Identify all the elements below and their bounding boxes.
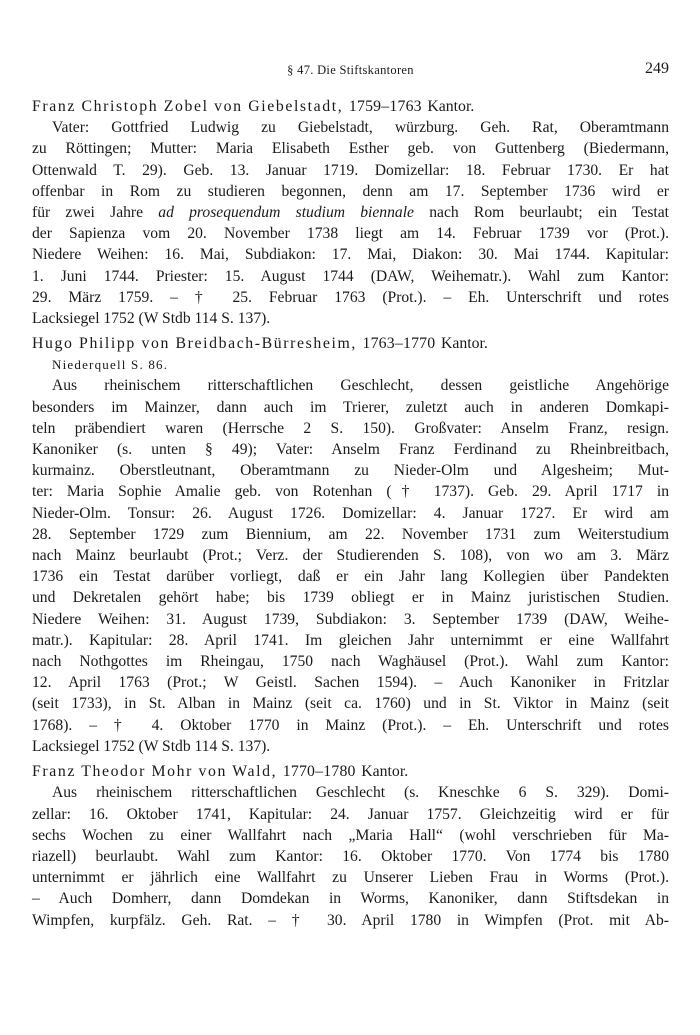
text-line: teln präbendiert waren (Herrsche 2 S. 150). Großvater: Anselm Franz, resign. [32,419,669,437]
text-line: nach Nothgottes im Rheingau, 1750 nach Waghäusel (Prot.). Wahl zum Kantor: [32,653,669,671]
text-line: nach Mainz beurlaubt (Prot.; Verz. der Studierenden S. 108), von wo am 3. März [32,547,669,565]
text-line: 1. Juni 1744. Priester: 15. August 1744 (DAW, Weihematr.). Wahl zum Kantor: [32,267,669,285]
text-line: Lacksiegel 1752 (W Stdb 114 S. 137). [32,737,271,755]
entry-years: 1770–1780 [282,763,356,781]
entry-role: Kantor. [361,763,409,781]
entry-reference: Niederquell S. 86. [52,357,169,373]
text-line: offenbar in Rom zu studieren begonnen, denn am 17. September 1736 wird er [32,182,669,200]
running-title: § 47. Die Stiftskantoren [287,63,414,77]
text-line: unternimmt er jährlich eine Wallfahrt zu Unserer Lieben Frau in Worms (Prot.). [32,869,669,887]
text-line: – Auch Domherr, dann Domdekan in Worms, Kanoniker, dann Stiftsdekan in [32,890,669,908]
text-line: 12. April 1763 (Prot.; W Geistl. Sachen 1594). – Auch Kanoniker in Fritzlar [32,674,669,692]
entry-heading [32,333,669,354]
text-line: zellar: 16. Oktober 1741, Kapitular: 24. Januar 1757. Gleichzeitig wird er für [32,805,669,823]
text-line: riazell) beurlaubt. Wahl zum Kantor: 16. Oktober 1770. Von 1774 bis 1780 [32,847,669,865]
text-line: 1768). – † 4. Oktober 1770 in Mainz (Prot.). – Eh. Unterschrift und rotes [32,716,669,734]
running-head [32,62,669,80]
text-line: Kanoniker (s. unten § 49); Vater: Anselm Franz Ferdinand zu Rheinbreitbach, [32,441,669,459]
text-line: Vater: Gottfried Ludwig zu Giebelstadt, würzburg. Geh. Rat, Oberamtmann [52,119,669,137]
text-line: Aus rheinischem ritterschaftlichen Geschlecht, dessen geistliche Angehörige [52,377,669,395]
entry-name: Franz Christoph Zobel von Giebelstadt, [32,98,344,115]
entry-heading [32,96,669,117]
text-line: matr.). Kapitular: 28. April 1741. Im gleichen Jahr unternimmt er eine Wallfahrt [32,631,669,649]
entry-years: 1759–1763 [348,98,422,115]
text-line: sechs Wochen zu einer Wallfahrt nach „Maria Hall“ (wohl verschrieben für Ma- [32,826,669,844]
text-line: Nieder-Olm. Tonsur: 26. August 1726. Domizellar: 4. Januar 1727. Er wird am [32,504,669,522]
text-line: ter: Maria Sophie Amalie geb. von Rotenhan († 1737). Geb. 29. April 1717 in [32,483,669,501]
text-line: Ottenwald T. 29). Geb. 13. Januar 1719. Domizellar: 18. Februar 1730. Er hat [32,161,669,179]
page-number: 249 [645,60,669,77]
entry-heading [32,761,669,782]
text-line: Lacksiegel 1752 (W Stdb 114 S. 137). [32,310,271,328]
body-text [32,96,669,935]
text-line: 29. März 1759. – † 25. Februar 1763 (Prot.). – Eh. Unterschrift und rotes [32,288,669,306]
entry-breidbach [32,333,669,757]
text-line: Aus rheinischem ritterschaftlichen Geschlecht (s. Kneschke 6 S. 329). Domi- [52,784,669,802]
entry-years: 1763–1770 [362,335,436,353]
entry-zobel [32,96,669,329]
text-line: Niedere Weihen: 16. Mai, Subdiakon: 17. Mai, Diakon: 30. Mai 1744. Kapitular: [32,246,669,264]
text-line: kurmainz. Oberstleutnant, Oberamtmann zu Nieder-Olm und Algesheim; Mut- [32,462,669,480]
entry-name: Hugo Philipp von Breidbach-Bürresheim, [32,335,357,353]
entry-mohr [32,761,669,931]
entry-role: Kantor. [440,335,488,353]
entry-role: Kantor. [427,98,475,115]
text-line: besonders im Mainzer, dann auch im Trierer, zuletzt auch in anderen Domkapi- [32,398,669,416]
text-line: der Sapienza vom 20. November 1738 liegt am 14. Februar 1739 vor (Prot.). [32,225,669,243]
text-line: und Dekretalen gehört habe; bis 1739 obliegt er in Mainz juristischen Studien. [32,589,669,607]
text-line: Niedere Weihen: 31. August 1739, Subdiakon: 3. September 1739 (DAW, Weihe- [32,610,669,628]
text-line: 28. September 1729 zum Biennium, am 22. November 1731 zum Weiterstudium [32,525,669,543]
text-line: für zwei Jahre ad prosequendum studium biennale nach Rom beurlaubt; ein Testat [32,204,670,222]
text-line: Wimpfen, kurpfälz. Geh. Rat. – † 30. April 1780 in Wimpfen (Prot. mit Ab- [32,911,669,929]
latin-phrase: ad prosequendum studium biennale [158,204,414,222]
entry-name: Franz Theodor Mohr von Wald, [32,763,278,781]
text-line: 1736 ein Testat darüber vorliegt, daß er ein Jahr lang Kollegien über Pandekten [32,568,669,586]
text-line: zu Röttingen; Mutter: Maria Elisabeth Esther geb. von Guttenberg (Biedermann, [32,140,669,158]
text-line: (seit 1733), in St. Alban in Mainz (seit ca. 1760) und in St. Viktor in Mainz (seit [32,695,669,713]
